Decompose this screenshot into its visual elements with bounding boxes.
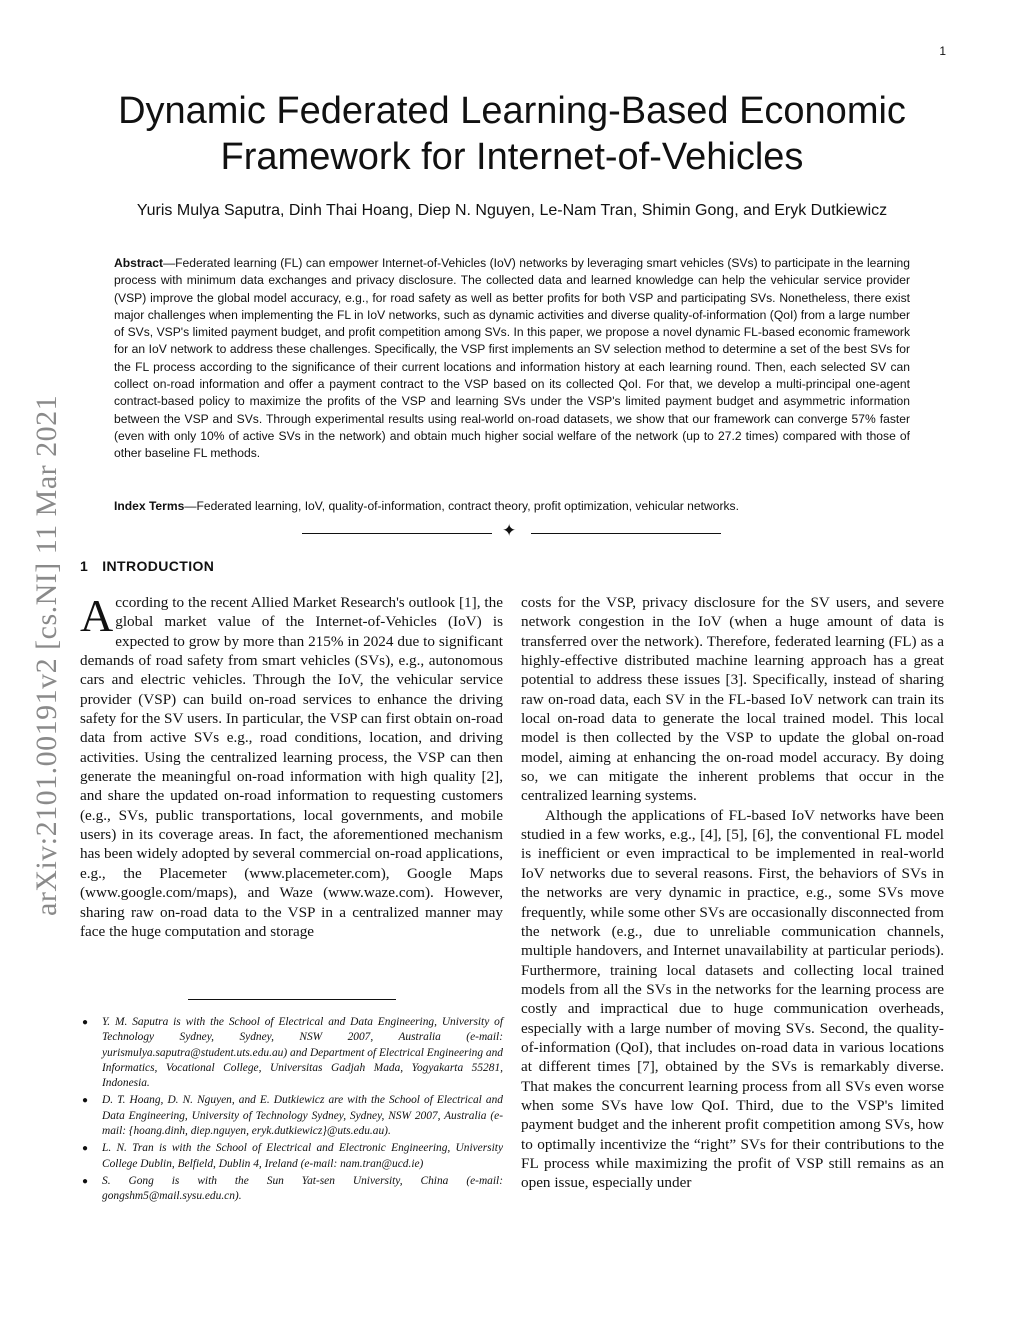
drop-cap: A: [80, 590, 114, 641]
bullet-icon: ●: [82, 1017, 89, 1028]
body-column-left: [80, 590, 503, 941]
title-line-2: Framework for Internet-of-Vehicles: [220, 136, 804, 178]
body-column-right: [521, 593, 944, 1193]
abstract-text: —Federated learning (FL) can empower Internet-of-Vehicles (IoV) networks by leveraging smart vehicles (SVs) to participate in the learning process with minimum data exchanges and privacy disclosure. The collected data and learned knowledge can help the vehicular service provider (VSP) improve the global model accuracy, e.g., for road safety as well as better profits for both VSP and participating SVs. Nonetheless, there exist major challenges when implementing the FL in IoV networks, such as dynamic activities and diverse quality-of-information (QoI) from a large number of SVs, VSP's limited payment budget, and profit competition among SVs. In this paper, we propose a novel dynamic FL-based economic framework for an IoV network to address these challenges. Specifically, the VSP first implements an SV selection method to determine a set of the best SVs for the FL process according to the significance of their current locations and information history at each learning round. Then, each selected SV can collect on-road information and offer a payment contract to the VSP based on its collected QoI. For that, we develop a multi-principal one-agent contract-based policy to maximize the profits of the VSP and learning SVs under the VSP's limited payment budget and asymmetric information between the VSP and SVs. Through experimental results using real-world on-road datasets, we show that our framework can converge 57% faster (even with only 10% of active SVs in the network) and obtain much higher social welfare of the network (up to 27.2 times) compared with those of other baseline FL methods.: [114, 256, 910, 461]
title-line-1: Dynamic Federated Learning-Based Economic: [118, 90, 906, 132]
separator-rule-left: [302, 533, 492, 534]
footnote-text: L. N. Tran is with the School of Electrical and Electronic Engineering, University College Dublin, Belfield, Dublin 4, Ireland (e-mail: nam.tran@ucd.ie): [102, 1142, 503, 1170]
footnote-item: [80, 1174, 503, 1205]
index-terms-label: Index Terms: [114, 499, 185, 513]
section-number: 1: [80, 558, 89, 574]
separator-rule-right: [531, 533, 721, 534]
paper-title: [80, 88, 944, 180]
abstract: [114, 255, 910, 463]
intro-paragraph-1: [80, 590, 503, 941]
footnote-item: [80, 1141, 503, 1172]
page-number: 1: [939, 44, 946, 58]
author-affiliation-footnotes: [80, 1015, 503, 1207]
arxiv-identifier-stamp: arXiv:2101.00191v2 [cs.NI] 11 Mar 2021: [30, 394, 63, 916]
intro-paragraph-1-text: ccording to the recent Allied Market Research's outlook [1], the global market value of the Internet-of-Vehicles (IoV) is expected to grow by more than 215% in 2024 due to significant demands of road safety from smart vehicles (SVs), e.g., autonomous cars and electric vehicles. Through the IoV, the vehicular service provider (VSP) can build on-road services to enhance the driving safety for the SV users. In particular, the VSP can first obtain on-road data from active SVs e.g., road conditions, location, and driving activities. Using the centralized learning process, the VSP can then generate the meaningful on-road information with high quality [2], and share the updated on-road information to requesting customers (e.g., SVs, public transportations, local governments, and mobile users) in its coverage areas. In fact, the aforementioned mechanism has been widely adopted by several commercial on-road applications, e.g., the Placemeter (www.placemeter.com), Google Maps (www.google.com/maps), and Waze (www.waze.com). However, sharing raw on-road data to the VSP in a centralized manner may face the huge computation and storage: [80, 594, 503, 940]
bullet-icon: ●: [82, 1095, 89, 1107]
footnote-text: Y. M. Saputra is with the School of Electrical and Data Engineering, University of Technology Sydney, Sydney, NSW 2007, Australia (e-mail: yurismulya.saputra@student.uts.edu.au) and Department of Electrical Engineering and Informatics, Vocational College, Universitas Gadjah Mada, Yogyakarta 55281, Indonesia.: [102, 1016, 503, 1090]
footnote-item: [80, 1093, 503, 1139]
index-terms: [114, 498, 910, 515]
section-heading: [80, 558, 214, 574]
abstract-label: Abstract: [114, 256, 164, 270]
footnote-text: D. T. Hoang, D. N. Nguyen, and E. Dutkiewicz are with the School of Electrical and Data Engineering, University of Technology Sydney, Sydney, NSW 2007, Australia (e-mail: {hoang.dinh, diep.nguyen, eryk.dutkiewicz}@uts.edu.au).: [102, 1094, 503, 1138]
intro-paragraph-2: Although the applications of FL-based IoV networks have been studied in a few works, e.g., [4], [5], [6], the conventional FL model is inefficient or even impractical to be implemented in real-world IoV networks due to several reasons. First, the behaviors of SVs in the networks are very dynamic in practice, e.g., some SVs move frequently, while some other SVs are occasionally disconnected from the network (e.g., due to unreliable communication channels, multiple handovers, and Internet unavailability at particular periods). Furthermore, training local datasets and collecting local trained models from all the SVs in the networks for the learning process are costly and impractical due to huge communication overheads, especially with a large number of moving SVs. Second, the quality-of-information (QoI), that includes on-road data in various locations at different times [7], obtained by the SVs is remarkably diverse. That makes the concurrent learning process from all SVs even worse when some SVs have low QoI. Third, due to the VSP's limited payment budget and the inherent profit competition among SVs, how to optimally incentivize the “right” SVs for their contributions to the FL process while maximizing the profit of VSP still remains as an open issue, especially under: [521, 806, 944, 1192]
index-terms-text: —Federated learning, IoV, quality-of-information, contract theory, profit optimization, vehicular networks.: [184, 499, 739, 513]
separator-diamond-icon: ✦: [502, 521, 517, 540]
footnote-rule: [188, 999, 396, 1000]
section-title: INTRODUCTION: [102, 558, 215, 574]
author-list: Yuris Mulya Saputra, Dinh Thai Hoang, Diep N. Nguyen, Le-Nam Tran, Shimin Gong, and Eryk Dutkiewicz: [136, 202, 888, 219]
intro-paragraph-1-continued: costs for the VSP, privacy disclosure for the SV users, and severe network congestion in the IoV (when a huge amount of data is transferred over the network). Therefore, federated learning (FL) as a highly-effective distributed machine learning approach has a great potential to address these issues [3]. Specifically, instead of sharing raw on-road data, each SV in the FL-based IoV network can train its local on-road data to generate the local trained model. This local model is then collected by the VSP to update the global on-road model, aiming at enhancing the on-road model accuracy. By doing so, we can mitigate the inherent problems that occur in the centralized learning systems.: [521, 594, 944, 805]
footnote-text: S. Gong is with the Sun Yat-sen University, China (e-mail: gongshm5@mail.sysu.edu.cn).: [102, 1174, 503, 1203]
bullet-icon: ●: [82, 1175, 89, 1187]
bullet-icon: ●: [82, 1143, 89, 1155]
footnote-item: [80, 1015, 503, 1091]
